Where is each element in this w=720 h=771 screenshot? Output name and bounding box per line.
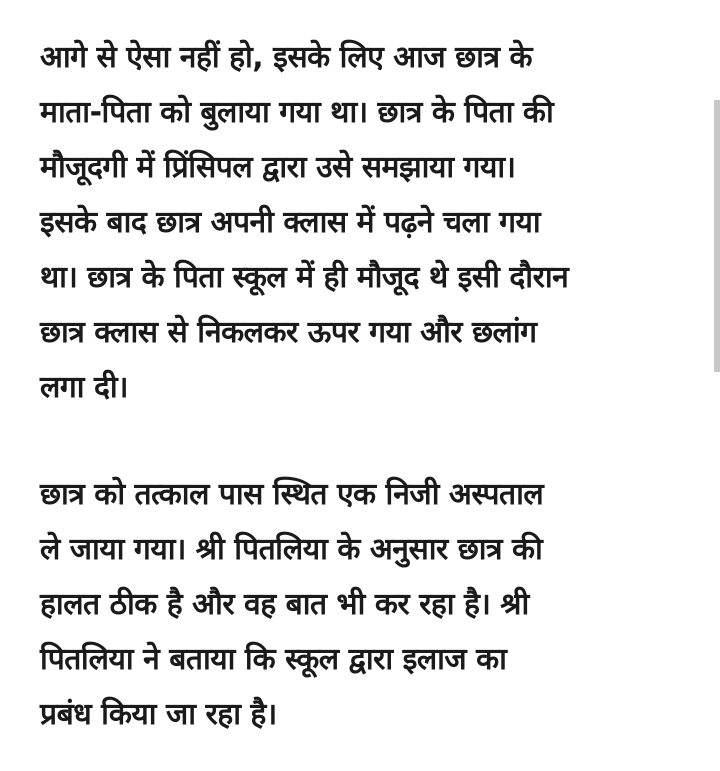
text-line: मौजूदगी में प्रिंसिपल द्वारा उसे समझाया गया। — [40, 150, 516, 185]
scrollbar-thumb[interactable] — [714, 100, 720, 372]
text-line: ले जाया गया। श्री पितलिया के अनुसार छात्र की — [40, 532, 543, 567]
text-line: पितलिया ने बताया कि स्कूल द्वारा इलाज का — [40, 642, 507, 677]
text-line: छात्र क्लास से निकलकर ऊपर गया और छलांग — [40, 315, 537, 350]
article-body — [40, 30, 690, 742]
paragraph-spacer — [40, 415, 690, 467]
paragraph — [40, 30, 690, 415]
text-line: आगे से ऐसा नहीं हो, इसके लिए आज छात्र के — [40, 40, 532, 75]
text-line: छात्र को तत्काल पास स्थित एक निजी अस्पताल — [40, 477, 544, 512]
text-line: माता-पिता को बुलाया गया था। छात्र के पिता की — [40, 95, 554, 130]
text-line: प्रबंध किया जा रहा है। — [40, 697, 277, 732]
text-line: था। छात्र के पिता स्कूल में ही मौजूद थे इसी दौरान — [40, 260, 569, 295]
text-line: इसके बाद छात्र अपनी क्लास में पढ़ने चला गया — [40, 205, 541, 240]
text-line: हालत ठीक है और वह बात भी कर रहा है। श्री — [40, 587, 529, 622]
paragraph — [40, 467, 690, 742]
text-line: लगा दी। — [40, 370, 129, 405]
